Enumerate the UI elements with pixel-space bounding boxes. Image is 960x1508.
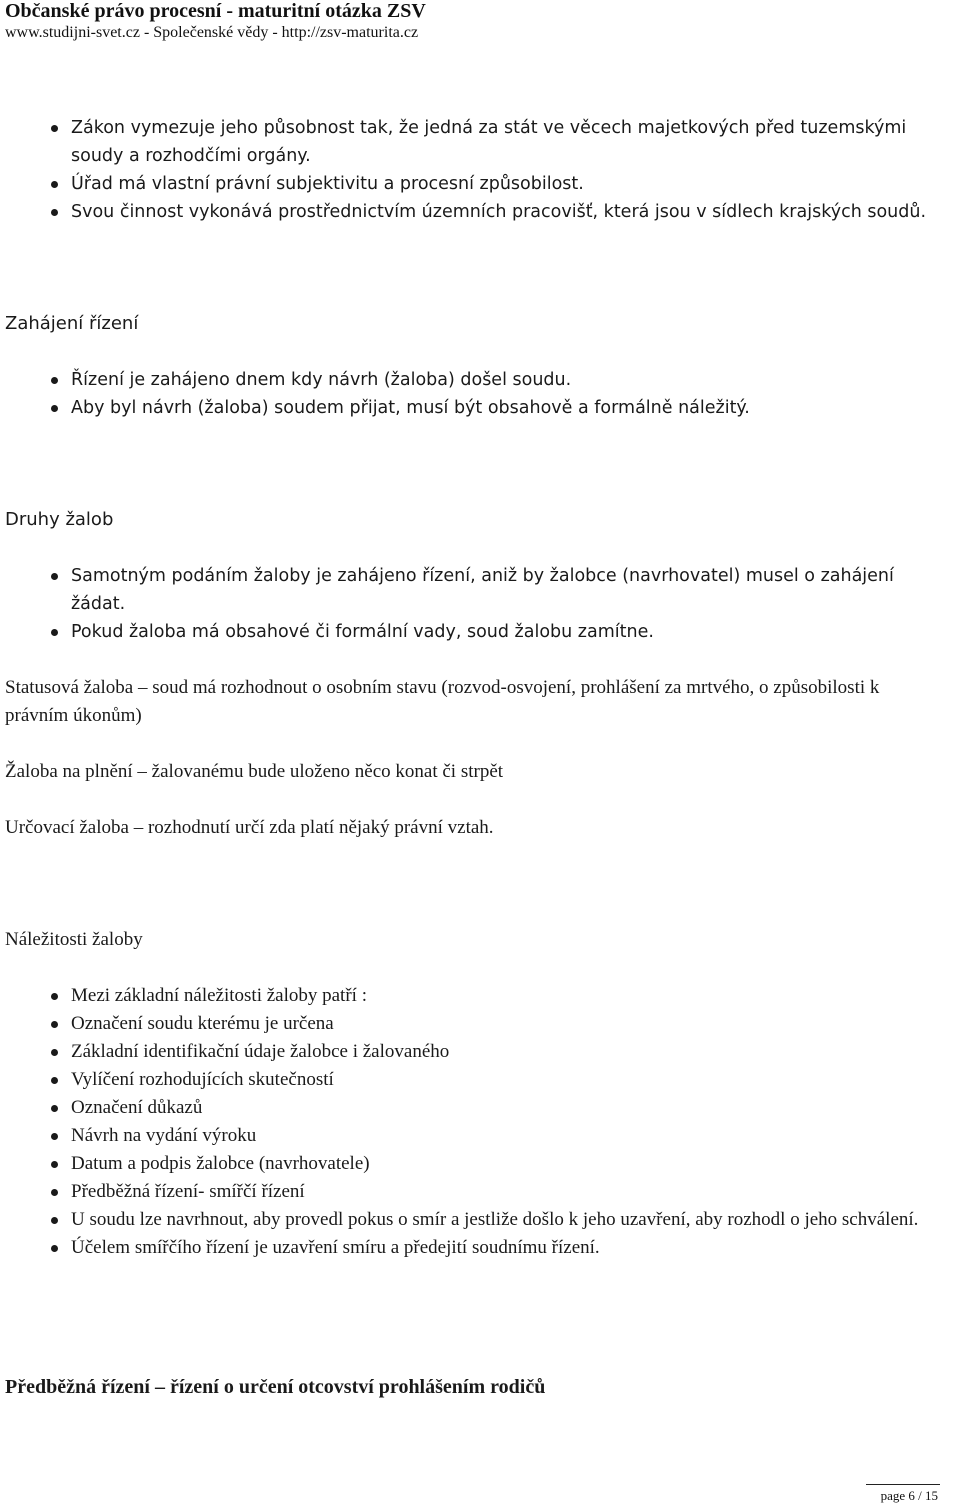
- bullet-icon: [51, 629, 58, 636]
- intro-list: [5, 114, 955, 226]
- footer-divider: [866, 1484, 940, 1485]
- bullet-icon: [51, 1049, 58, 1056]
- bullet-icon: [51, 1161, 58, 1168]
- list-item: Označení soudu kterému je určena: [5, 1010, 955, 1038]
- list-item: U soudu lze navrhnout, aby provedl pokus o smír a jestliže došlo k jeho uzavření, aby rozhodl o jeho schválení.: [5, 1206, 955, 1234]
- bullet-icon: [51, 125, 58, 132]
- druhy-list: [5, 562, 955, 646]
- list-item: Svou činnost vykonává prostřednictvím územních pracovišť, která jsou v sídlech krajských soudů.: [5, 198, 955, 226]
- nalezitosti-list: [5, 982, 955, 1262]
- paragraph-plneni: Žaloba na plnění – žalovanému bude uloženo něco konat či strpět: [5, 761, 504, 782]
- bullet-icon: [51, 1189, 58, 1196]
- list-item: Mezi základní náležitosti žaloby patří :: [5, 982, 955, 1010]
- bullet-icon: [51, 209, 58, 216]
- list-item: Řízení je zahájeno dnem kdy návrh (žaloba) došel soudu.: [5, 366, 955, 394]
- list-item: Vylíčení rozhodujících skutečností: [5, 1066, 955, 1094]
- section-heading-nalezitosti: Náležitosti žaloby: [5, 929, 143, 950]
- page-number: page 6 / 15: [880, 1488, 938, 1503]
- bullet-icon: [51, 1105, 58, 1112]
- bullet-icon: [51, 573, 58, 580]
- section-heading-druhy: Druhy žalob: [5, 509, 114, 530]
- list-item: Účelem smířčího řízení je uzavření smíru a předejití soudnímu řízení.: [5, 1234, 955, 1262]
- paragraph-statusova: Statusová žaloba – soud má rozhodnout o osobním stavu (rozvod-osvojení, prohlášení za mrtvého, o způsobilosti k právním úkonům): [5, 677, 880, 726]
- bullet-icon: [51, 377, 58, 384]
- document-title: Občanské právo procesní - maturitní otázka ZSV: [5, 0, 426, 22]
- bullet-icon: [51, 181, 58, 188]
- bullet-icon: [51, 1021, 58, 1028]
- list-item: Základní identifikační údaje žalobce i žalovaného: [5, 1038, 955, 1066]
- bullet-icon: [51, 1077, 58, 1084]
- list-item: Zákon vymezuje jeho působnost tak, že jedná za stát ve věcech majetkových před tuzemskými soudy a rozhodčími orgány.: [5, 114, 955, 170]
- list-item: Návrh na vydání výroku: [5, 1122, 955, 1150]
- bullet-icon: [51, 993, 58, 1000]
- page-header: [5, 0, 955, 43]
- list-item: Úřad má vlastní právní subjektivitu a procesní způsobilost.: [5, 170, 955, 198]
- section-heading-predbezna: Předběžná řízení – řízení o určení otcovství prohlášením rodičů: [5, 1376, 546, 1398]
- bullet-icon: [51, 1133, 58, 1140]
- bullet-icon: [51, 1217, 58, 1224]
- list-item: Samotným podáním žaloby je zahájeno řízení, aniž by žalobce (navrhovatel) musel o zahájení žádat.: [5, 562, 955, 618]
- paragraph-urcovaci: Určovací žaloba – rozhodnutí určí zda platí nějaký právní vztah.: [5, 817, 494, 838]
- bullet-icon: [51, 1245, 58, 1252]
- section-heading-zahajeni: Zahájení řízení: [5, 313, 139, 334]
- list-item: Předběžná řízení- smířčí řízení: [5, 1178, 955, 1206]
- list-item: Pokud žaloba má obsahové či formální vady, soud žalobu zamítne.: [5, 618, 955, 646]
- list-item: Aby byl návrh (žaloba) soudem přijat, musí být obsahově a formálně náležitý.: [5, 394, 955, 422]
- list-item: Datum a podpis žalobce (navrhovatele): [5, 1150, 955, 1178]
- list-item: Označení důkazů: [5, 1094, 955, 1122]
- zahajeni-list: [5, 366, 955, 422]
- bullet-icon: [51, 405, 58, 412]
- document-subtitle: www.studijni-svet.cz - Společenské vědy - http://zsv-maturita.cz: [5, 24, 419, 41]
